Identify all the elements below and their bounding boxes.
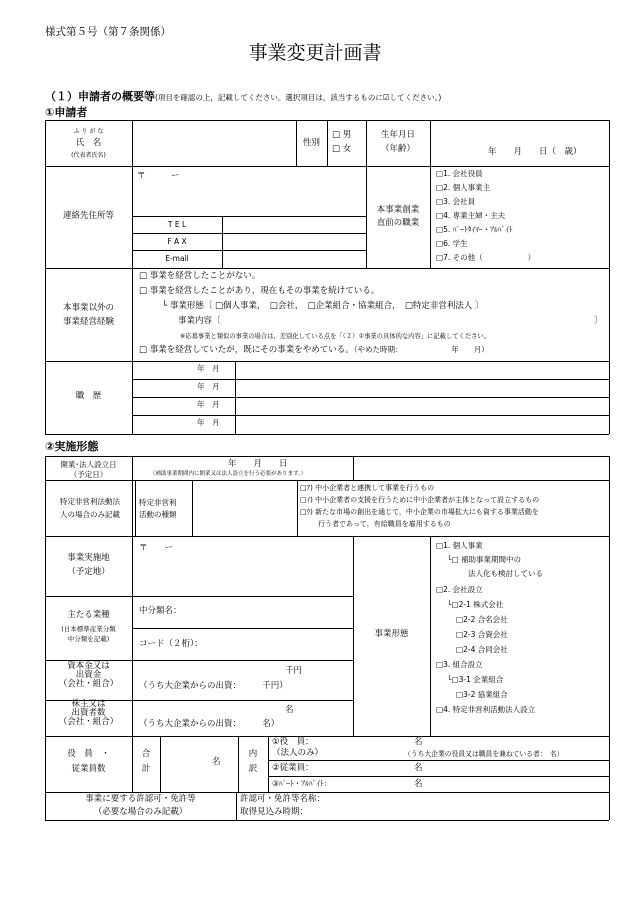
breakdown-label: 内 bbox=[248, 749, 258, 759]
age-label: （年齢） bbox=[380, 144, 415, 154]
business-form-option[interactable]: □2. 会社設立 bbox=[436, 585, 483, 594]
npo-option[interactable]: □ｱ) 中小企業者と連携して事業を行うもの bbox=[300, 484, 435, 492]
breakdown-label-2: 訳 bbox=[248, 764, 258, 774]
previous-job-option[interactable]: □6. 学生 bbox=[436, 239, 468, 248]
npo-option-cont: 行う者であって，有給職員を雇用するもの bbox=[318, 520, 451, 528]
experience-option-none[interactable]: □ 事業を経営したことがない。 bbox=[139, 271, 261, 281]
npo-label: 特定非営利法動法 bbox=[60, 497, 120, 506]
business-form-option[interactable]: □2-2 合名会社 bbox=[456, 615, 508, 624]
business-form-option-cont: 法人化も検討している bbox=[468, 569, 543, 578]
gender-male-checkbox[interactable]: □ 男 bbox=[332, 130, 352, 140]
business-form-option[interactable]: └□2-1 株式会社 bbox=[447, 600, 504, 609]
business-content-field[interactable]: 事業内容〔 bbox=[178, 316, 221, 326]
founding-date-note: （補助事業期間内に開業又は法人設立を行う必要があります。） bbox=[150, 471, 307, 477]
career-row-date[interactable]: 年 月 bbox=[197, 382, 220, 391]
employee-label: ②従業員： bbox=[272, 763, 314, 773]
name-sublabel: (代表者氏名) bbox=[71, 152, 106, 159]
implementation-heading: ②実施形態 bbox=[45, 440, 99, 453]
previous-job-label: 本事業創業 bbox=[376, 205, 420, 215]
employee-count-field[interactable]: 名 bbox=[414, 763, 423, 773]
experience-option-current[interactable]: □ 事業を経営したことがあり，現在もその事業を続けている。 bbox=[139, 286, 380, 296]
experience-note: ※応募事業と類似の事業の場合は，差別化している点を「（２）①事業の具体的な内容」に記載してください。 bbox=[180, 333, 491, 340]
npo-option[interactable]: □ｳ) 新たな市場の創出を通じて，中小企業の市場拡大にも資する事業活動を bbox=[300, 508, 539, 516]
shareholders-label: 株主又は 出資者数 （会社・組合） bbox=[58, 699, 119, 727]
parttime-count-field[interactable]: 名 bbox=[414, 779, 423, 789]
officer-count-field[interactable]: 名 bbox=[414, 737, 423, 747]
shareholders-field[interactable]: 名 bbox=[285, 705, 294, 715]
industry-sublabel: (日本標準産業分類 bbox=[61, 625, 116, 633]
previous-job-option[interactable]: □2. 個人事業主 bbox=[436, 183, 491, 192]
parttime-label: ③ﾊﾟｰﾄ・ｱﾙﾊﾞｲﾄ： bbox=[272, 779, 332, 788]
total-label-2: 計 bbox=[141, 764, 151, 774]
business-form-option[interactable]: □3. 組合設立 bbox=[436, 660, 483, 669]
founding-date-sublabel: （予定日） bbox=[69, 470, 108, 479]
license-sublabel: （必要な場合のみ記載） bbox=[93, 807, 188, 817]
birth-date-field[interactable]: 年 月 日（ 歳） bbox=[488, 147, 582, 157]
business-form-label: 事業形態 bbox=[374, 629, 409, 639]
previous-job-option[interactable]: □1. 会社役員 bbox=[436, 169, 483, 178]
gender-female-checkbox[interactable]: □ 女 bbox=[332, 144, 352, 154]
license-name-field[interactable]: 許認可・免許等名称： bbox=[240, 794, 326, 804]
license-label: 事業に要する許認可・免許等 bbox=[85, 794, 196, 804]
experience-label: 本事業以外の bbox=[62, 303, 114, 313]
contact-label: 連絡先住所等 bbox=[62, 211, 114, 221]
license-date-field[interactable]: 取得見込み時期： bbox=[240, 807, 309, 817]
business-content-close: 〕 bbox=[594, 316, 603, 326]
site-postal-field[interactable]: 〒 ー bbox=[139, 543, 174, 553]
tel-label: T E L bbox=[167, 220, 187, 229]
staff-label: 役 員 ・ bbox=[67, 749, 110, 759]
section-1-heading: （１）申請者の概要等(項目を確認の上，記載してください。選択項目は，該当するものに☑してください。) bbox=[45, 90, 442, 103]
capital-large-enterprise-field[interactable]: （うち大企業からの出資： 千円） bbox=[139, 681, 288, 691]
business-form-option[interactable]: └□3-1 企業組合 bbox=[447, 675, 504, 684]
staff-label-2: 従業員数 bbox=[71, 764, 106, 774]
mid-class-field[interactable]: 中分類名： bbox=[139, 606, 182, 616]
page-title: 事業変更計画書 bbox=[248, 42, 382, 64]
previous-job-label-2: 直前の職業 bbox=[376, 218, 420, 228]
birth-label: 生年月日 bbox=[380, 130, 415, 140]
officer-label: ①役 員： bbox=[272, 737, 314, 747]
total-label: 合 bbox=[141, 749, 151, 759]
business-form-option[interactable]: □4. 特定非営利活動法人設立 bbox=[436, 705, 536, 714]
business-form-option[interactable]: └□ 補助事業期間中の bbox=[447, 555, 521, 564]
previous-job-option[interactable]: □4. 専業主婦・主夫 bbox=[436, 211, 506, 220]
officer-sublabel: （法人のみ） bbox=[272, 748, 324, 758]
officer-note: （うち大企業の役員又は職員を兼ねている者： 名） bbox=[404, 750, 564, 758]
industry-label: 主たる業種 bbox=[67, 610, 110, 620]
business-form-line[interactable]: └ 事業形態〔 □個人事業， □会社， □企業組合・協業組合， □特定非営利法人 〕 bbox=[162, 301, 484, 311]
previous-job-option[interactable]: □5. ﾊﾟｰﾄﾀｲﾏｰ・ｱﾙﾊﾞｲﾄ bbox=[436, 225, 513, 234]
business-form-option[interactable]: □1. 個人事業 bbox=[436, 541, 483, 550]
experience-label-2: 事業経営経験 bbox=[62, 317, 114, 327]
business-form-option[interactable]: □2-4 合同会社 bbox=[456, 645, 508, 654]
founding-date-label: 開業･法人設立日 bbox=[60, 460, 117, 469]
total-staff-field[interactable]: 名 bbox=[212, 757, 221, 767]
industry-sublabel-2: 中分類を記載) bbox=[67, 635, 110, 643]
experience-option-ended[interactable]: □ 事業を経営していたが，既にその事業をやめている。（やめた時期： 年 月） bbox=[139, 345, 489, 355]
business-form-option[interactable]: □3-2 協業組合 bbox=[456, 690, 508, 699]
applicant-heading: ①申請者 bbox=[45, 106, 88, 119]
npo-type-label-2: 活動の種類 bbox=[139, 510, 177, 519]
capital-label: 資本金又は 出資金 （会社・組合） bbox=[58, 661, 119, 689]
name-label: 氏 名 bbox=[75, 138, 102, 148]
fax-label: F A X bbox=[167, 237, 187, 246]
npo-type-label: 特定非営利 bbox=[139, 498, 177, 507]
site-sublabel: （予定地） bbox=[67, 567, 110, 577]
career-row-date[interactable]: 年 月 bbox=[197, 364, 220, 373]
capital-field[interactable]: 千円 bbox=[285, 666, 303, 676]
email-label: E-mail bbox=[165, 254, 189, 263]
postal-code-field[interactable]: 〒 ー bbox=[137, 171, 180, 181]
gender-label: 性別 bbox=[302, 138, 320, 148]
industry-code-field[interactable]: コード（２桁）： bbox=[139, 639, 203, 649]
form-number: 様式第５号（第７条関係） bbox=[45, 26, 171, 38]
shareholders-large-enterprise-field[interactable]: （うち大企業からの出資： 名） bbox=[139, 719, 280, 729]
npo-label-2: 人の場合のみ記載 bbox=[60, 510, 120, 519]
career-row-date[interactable]: 年 月 bbox=[197, 400, 220, 409]
career-label: 職 歴 bbox=[75, 391, 102, 401]
site-label: 事業実施地 bbox=[67, 553, 110, 563]
npo-option[interactable]: □ｲ) 中小企業者の支援を行うために中小企業者が主体となって設立するもの bbox=[300, 496, 540, 504]
career-row-date[interactable]: 年 月 bbox=[197, 418, 220, 427]
previous-job-option[interactable]: □3. 会社員 bbox=[436, 197, 476, 206]
founding-date-field[interactable]: 年 月 日 bbox=[228, 459, 288, 469]
previous-job-option[interactable]: □7. その他（ ） bbox=[436, 253, 536, 262]
furigana-label: ふ り が な bbox=[73, 128, 104, 135]
name-field[interactable] bbox=[133, 121, 296, 166]
business-form-option[interactable]: □2-3 合資会社 bbox=[456, 630, 508, 639]
